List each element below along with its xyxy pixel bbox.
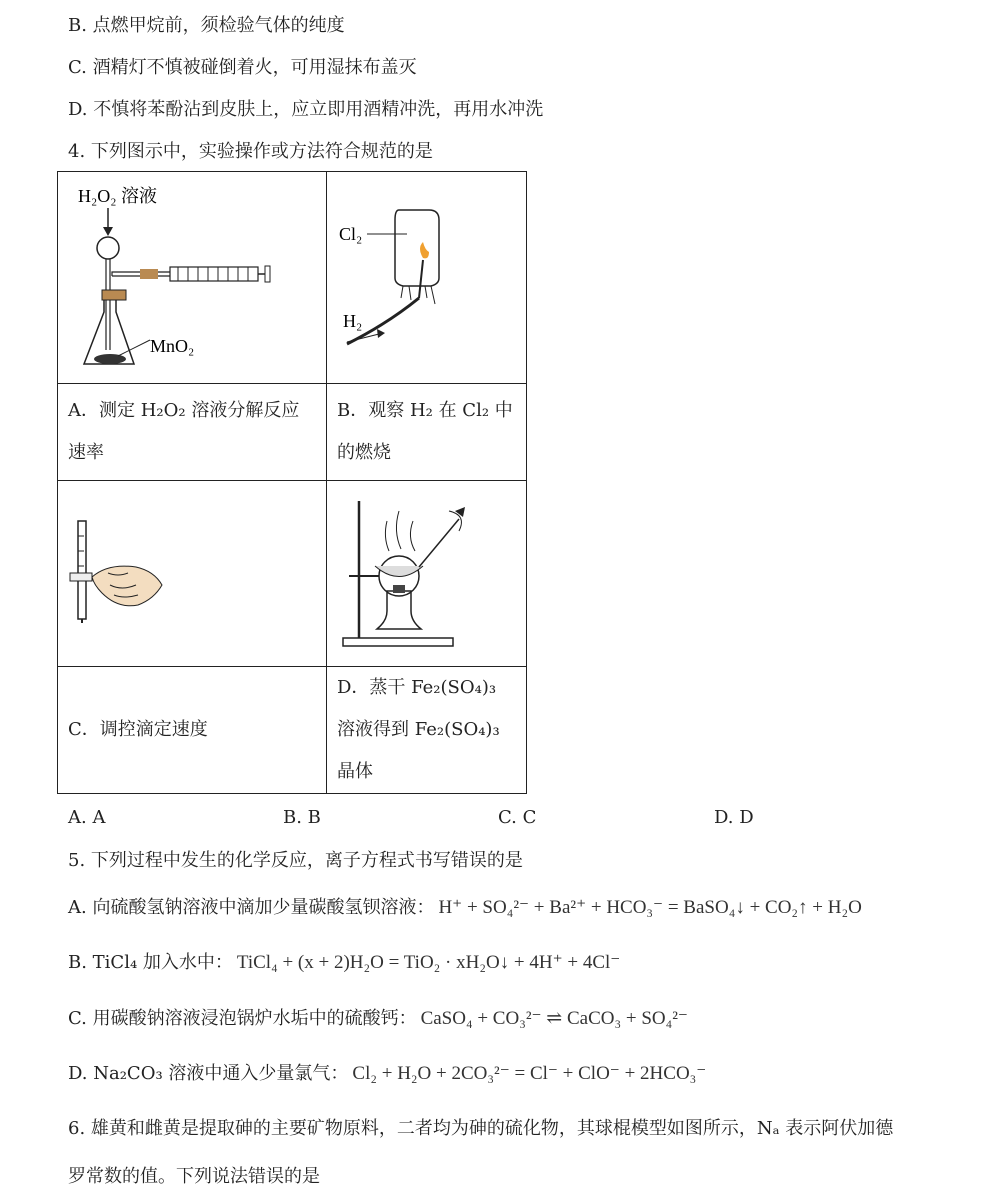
q5-option-d[interactable] xyxy=(68,1062,706,1086)
q4-answer-a[interactable]: A. A xyxy=(68,807,106,828)
figure-d-evaporation xyxy=(327,481,526,662)
figure-d-caption: D．蒸干 Fe₂(SO₄)₃ 溶液得到 Fe₂(SO₄)₃ 晶体 xyxy=(327,667,527,794)
fig-b-cl2-label: Cl₂ xyxy=(339,224,363,244)
q6-stem-line1: 6. 雄黄和雌黄是提取砷的主要矿物原料，二者均为砷的硫化物，其球棍模型如图所示，Nₐ 表示阿伏加德 xyxy=(68,1118,894,1139)
q5-option-c-equation: CaSO₄ + CO₃²⁻ ⇌ CaCO₃ + SO₄²⁻ xyxy=(420,1008,688,1029)
figure-c-cell xyxy=(58,481,327,667)
fig-a-catalyst-label: MnO₂ xyxy=(150,336,195,356)
q4-answer-c[interactable]: C. C xyxy=(498,807,537,828)
q5-option-d-text: D. Na₂CO₃ 溶液中通入少量氯气： xyxy=(68,1063,349,1084)
q4-answer-d[interactable]: D. D xyxy=(714,807,754,828)
q3-option-d: D. 不慎将苯酚沾到皮肤上，应立即用酒精冲洗，再用水冲洗 xyxy=(68,99,544,120)
figure-b-apparatus xyxy=(327,172,526,379)
figure-d-cell xyxy=(327,481,527,667)
fig-a-reagent-label: H₂O₂ 溶液 xyxy=(78,186,158,206)
figure-b-cell xyxy=(327,172,527,384)
q3-option-b: B. 点燃甲烷前，须检验气体的纯度 xyxy=(68,15,345,36)
figure-c-caption: C．调控滴定速度 xyxy=(58,667,327,794)
fig-b-h2-label: H₂ xyxy=(343,311,363,331)
q5-option-c-text: C. 用碳酸钠溶液浸泡锅炉水垢中的硫酸钙： xyxy=(68,1008,417,1029)
q5-option-a[interactable] xyxy=(68,896,862,920)
q5-option-b[interactable] xyxy=(68,951,620,975)
figure-a-apparatus xyxy=(58,172,326,379)
figure-b-caption: B．观察 H₂ 在 Cl₂ 中的燃烧 xyxy=(327,384,527,481)
q4-answer-b[interactable]: B. B xyxy=(283,807,321,828)
figure-a-caption: A．测定 H₂O₂ 溶液分解反应速率 xyxy=(58,384,327,481)
q4-stem: 4. 下列图示中，实验操作或方法符合规范的是 xyxy=(68,141,433,162)
q6-stem-line2: 罗常数的值。下列说法错误的是 xyxy=(68,1166,320,1187)
q5-stem: 5. 下列过程中发生的化学反应，离子方程式书写错误的是 xyxy=(68,850,523,871)
q5-option-b-equation: TiCl₄ + (x + 2)H₂O = TiO₂ · xH₂O↓ + 4H⁺ + 4Cl⁻ xyxy=(236,952,621,973)
figure-a-cell xyxy=(58,172,327,384)
q5-option-a-text: A. 向硫酸氢钠溶液中滴加少量碳酸氢钡溶液： xyxy=(68,897,435,918)
q5-option-d-equation: Cl₂ + H₂O + 2CO₃²⁻ = Cl⁻ + ClO⁻ + 2HCO₃⁻ xyxy=(352,1063,707,1084)
q3-option-c: C. 酒精灯不慎被碰倒着火，可用湿抹布盖灭 xyxy=(68,57,417,78)
q5-option-c[interactable] xyxy=(68,1007,688,1031)
q4-figure-table xyxy=(57,171,527,794)
figure-c-buret xyxy=(58,481,326,662)
q5-option-b-text: B. TiCl₄ 加入水中： xyxy=(68,952,233,973)
q5-option-a-equation: H⁺ + SO₄²⁻ + Ba²⁺ + HCO₃⁻ = BaSO₄↓ + CO₂↑ + H₂O xyxy=(438,897,862,918)
